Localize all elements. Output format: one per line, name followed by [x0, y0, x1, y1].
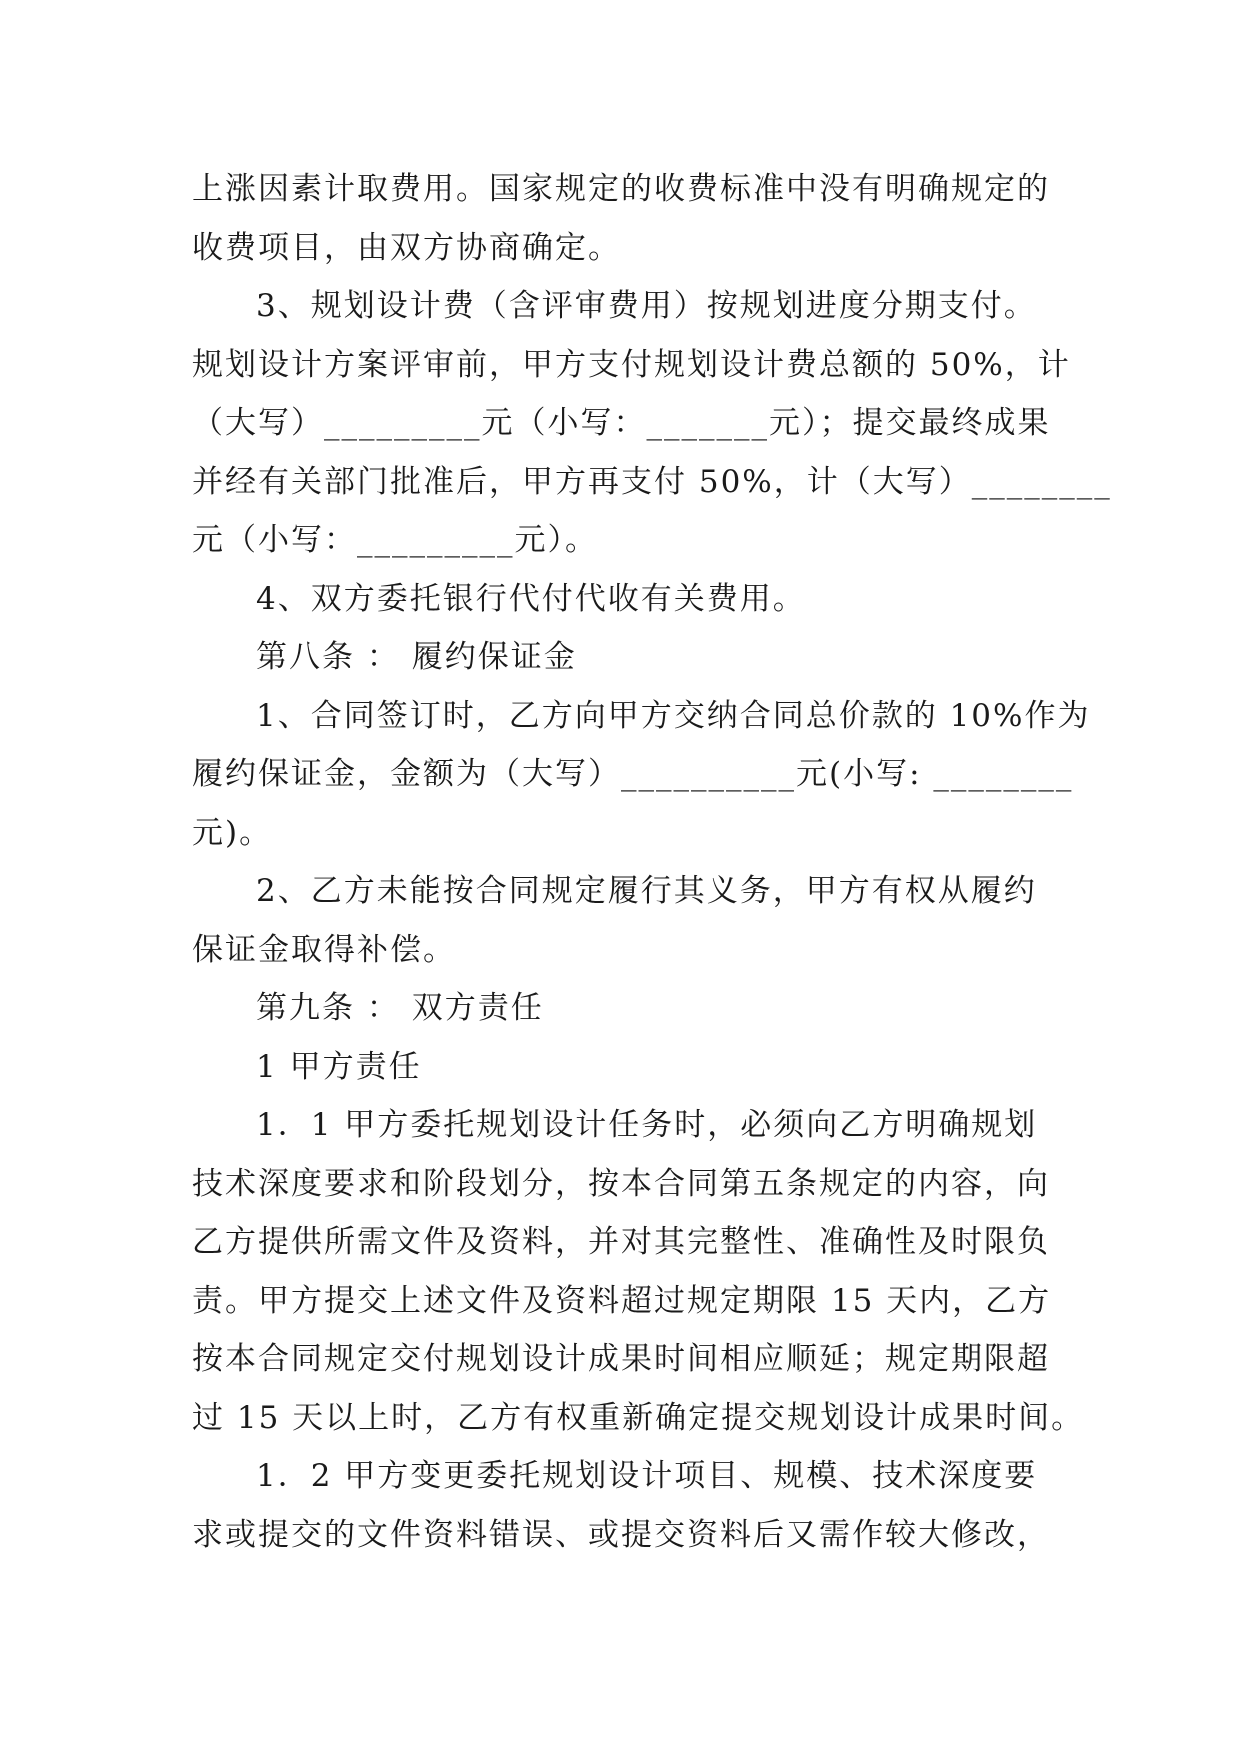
section-heading-article-8: 第八条 ： 履约保证金	[256, 639, 577, 675]
text-line: 责。甲方提交上述文件及资料超过规定期限 15 天内，乙方	[192, 1282, 1052, 1319]
text-line: 按本合同规定交付规划设计成果时间相应顺延；规定期限超	[192, 1341, 1050, 1377]
text-line: 元)。	[192, 814, 273, 851]
text-line: 元（小写：_________元）。	[192, 522, 598, 558]
text-line: 2、乙方未能按合同规定履行其义务，甲方有权从履约	[256, 873, 1037, 909]
text-line: 并经有关部门批准后，甲方再支付 50%，计（大写）________	[192, 463, 1112, 500]
text-line: 1．1 甲方委托规划设计任务时，必须向乙方明确规划	[256, 1107, 1038, 1143]
text-line: 4、双方委托银行代付代收有关费用。	[256, 580, 806, 617]
text-line: 1．2 甲方变更委托规划设计项目、规模、技术深度要	[256, 1458, 1038, 1494]
section-heading-article-9: 第九条 ： 双方责任	[256, 990, 544, 1026]
text-line: 规划设计方案评审前，甲方支付规划设计费总额的 50%，计	[192, 346, 1071, 383]
subsection-heading: 1 甲方责任	[256, 1048, 422, 1085]
document-body	[192, 160, 1112, 1564]
text-line: 求或提交的文件资料错误、或提交资料后又需作较大修改，	[192, 1516, 1050, 1553]
text-line: （大写）_________元（小写：_______元）；提交最终成果	[192, 405, 1051, 441]
text-line: 3、规划设计费（含评审费用）按规划进度分期支付。	[256, 288, 1037, 324]
text-line: 上涨因素计取费用。国家规定的收费标准中没有明确规定的	[192, 171, 1050, 207]
text-line: 过 15 天以上时，乙方有权重新确定提交规划设计成果时间。	[192, 1399, 1085, 1436]
text-line: 保证金取得补偿。	[192, 931, 456, 968]
text-line: 技术深度要求和阶段划分，按本合同第五条规定的内容，向	[192, 1165, 1050, 1202]
text-line: 乙方提供所需文件及资料，并对其完整性、准确性及时限负	[192, 1224, 1050, 1260]
text-line: 收费项目，由双方协商确定。	[192, 229, 621, 266]
text-line: 1、合同签订时，乙方向甲方交纳合同总价款的 10%作为	[256, 697, 1091, 734]
text-line: 履约保证金，金额为（大写）__________元(小写: ________	[192, 756, 1074, 792]
